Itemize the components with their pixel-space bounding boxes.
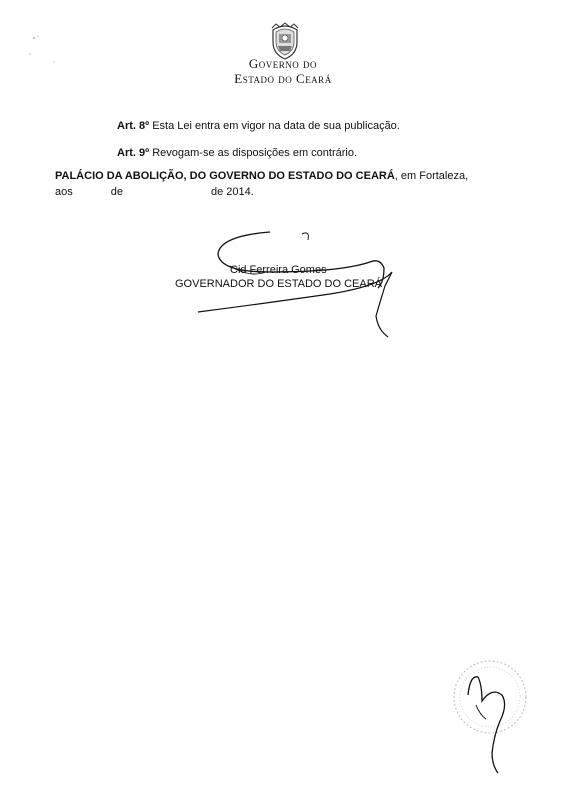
- signer-title: GOVERNADOR DO ESTADO DO CEARÁ: [175, 278, 382, 290]
- article-9-text: Revogam-se as disposições em contrário.: [152, 147, 358, 159]
- closing-year: de 2014.: [211, 186, 254, 198]
- closing-place-bold: PALÁCIO DA ABOLIÇÃO, DO GOVERNO DO ESTADO DO CEARÁ: [55, 170, 395, 182]
- article-8-label: Art. 8º: [117, 120, 150, 132]
- closing-aos: aos: [55, 186, 73, 198]
- state-coat-of-arms-icon: [268, 22, 302, 60]
- closing-place-rest: , em Fortaleza,: [394, 170, 469, 182]
- signer-name: Cid Ferreira Gomes: [230, 264, 327, 276]
- scan-speck: [28, 32, 58, 72]
- article-9-label: Art. 9º: [117, 147, 150, 159]
- closing-de: de: [110, 186, 123, 198]
- closing-date: [55, 186, 254, 198]
- header-government: Governo do: [248, 56, 318, 71]
- closing-place: [55, 170, 468, 182]
- initials-stamp: [440, 655, 540, 775]
- article-9: [117, 147, 357, 159]
- article-8: [117, 120, 400, 132]
- header-state: Estado do Ceará: [234, 71, 332, 86]
- article-8-text: Esta Lei entra em vigor na data de sua publicação.: [152, 120, 400, 132]
